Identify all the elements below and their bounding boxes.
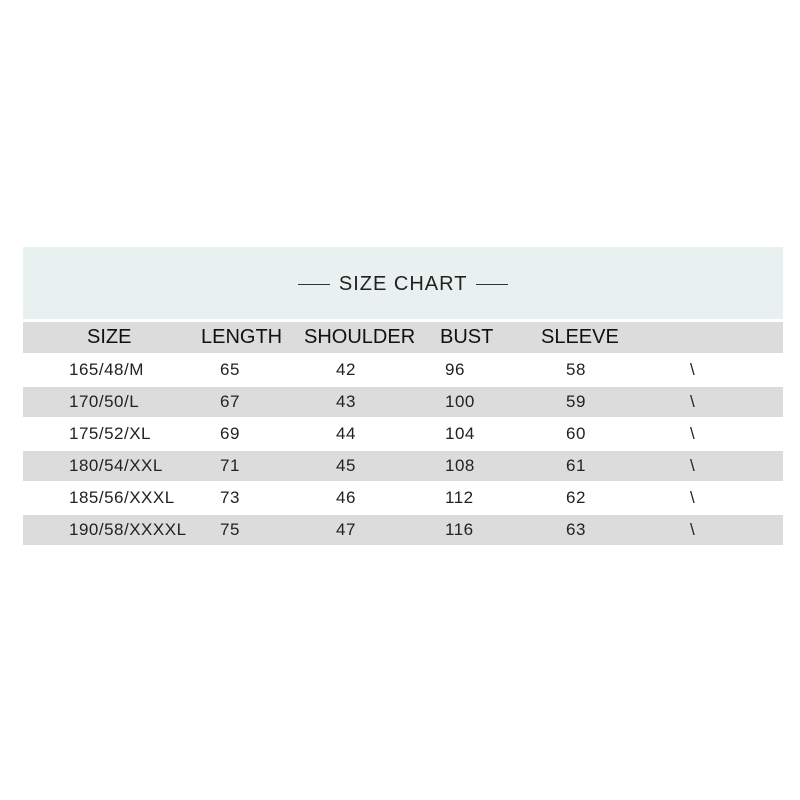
- cell-length: 65: [220, 360, 240, 379]
- cell-shoulder: 42: [336, 360, 356, 379]
- cell-size: 180/54/XXL: [69, 456, 163, 475]
- cell-shoulder: 44: [336, 424, 356, 443]
- cell-extra: \: [690, 488, 696, 507]
- cell-size: 185/56/XXXL: [69, 488, 175, 507]
- cell-bust: 112: [445, 488, 474, 507]
- cell-bust: 100: [445, 392, 475, 411]
- cell-shoulder: 46: [336, 488, 356, 507]
- title-band: [23, 247, 783, 319]
- table-row: [23, 515, 783, 545]
- cell-shoulder: 45: [336, 456, 356, 475]
- cell-extra: \: [690, 392, 696, 411]
- cell-size: 165/48/M: [69, 360, 144, 379]
- cell-bust: 108: [445, 456, 475, 475]
- chart-title: SIZE CHART: [338, 273, 468, 295]
- header-length: LENGTH: [201, 326, 283, 348]
- cell-bust: 104: [445, 424, 475, 443]
- title-dash-right: [476, 284, 508, 285]
- cell-length: 75: [220, 520, 240, 539]
- cell-length: 73: [220, 488, 240, 507]
- cell-bust: 116: [445, 520, 474, 539]
- chart-title-wrap: [23, 273, 783, 296]
- cell-sleeve: 61: [566, 456, 586, 475]
- table-row: [23, 483, 783, 513]
- cell-size: 190/58/XXXXL: [69, 520, 187, 539]
- cell-extra: \: [690, 520, 696, 539]
- table-header-row: [23, 322, 783, 353]
- cell-size: 175/52/XL: [69, 424, 152, 443]
- table-row: [23, 355, 783, 385]
- cell-bust: 96: [445, 360, 465, 379]
- cell-size: 170/50/L: [69, 392, 140, 411]
- header-sleeve: SLEEVE: [541, 326, 619, 348]
- size-chart: [23, 247, 783, 545]
- header-bust: BUST: [440, 326, 494, 348]
- cell-sleeve: 60: [566, 424, 586, 443]
- header-size: SIZE: [87, 326, 132, 348]
- cell-extra: \: [690, 456, 696, 475]
- cell-length: 71: [220, 456, 240, 475]
- cell-extra: \: [690, 360, 696, 379]
- cell-sleeve: 62: [566, 488, 586, 507]
- cell-extra: \: [690, 424, 696, 443]
- table-row: [23, 451, 783, 481]
- cell-sleeve: 63: [566, 520, 586, 539]
- cell-shoulder: 47: [336, 520, 356, 539]
- cell-sleeve: 58: [566, 360, 586, 379]
- table-row: [23, 419, 783, 449]
- cell-length: 67: [220, 392, 240, 411]
- title-dash-left: [298, 284, 330, 285]
- cell-shoulder: 43: [336, 392, 356, 411]
- table-row: [23, 387, 783, 417]
- cell-length: 69: [220, 424, 240, 443]
- cell-sleeve: 59: [566, 392, 586, 411]
- header-shoulder: SHOULDER: [304, 326, 416, 348]
